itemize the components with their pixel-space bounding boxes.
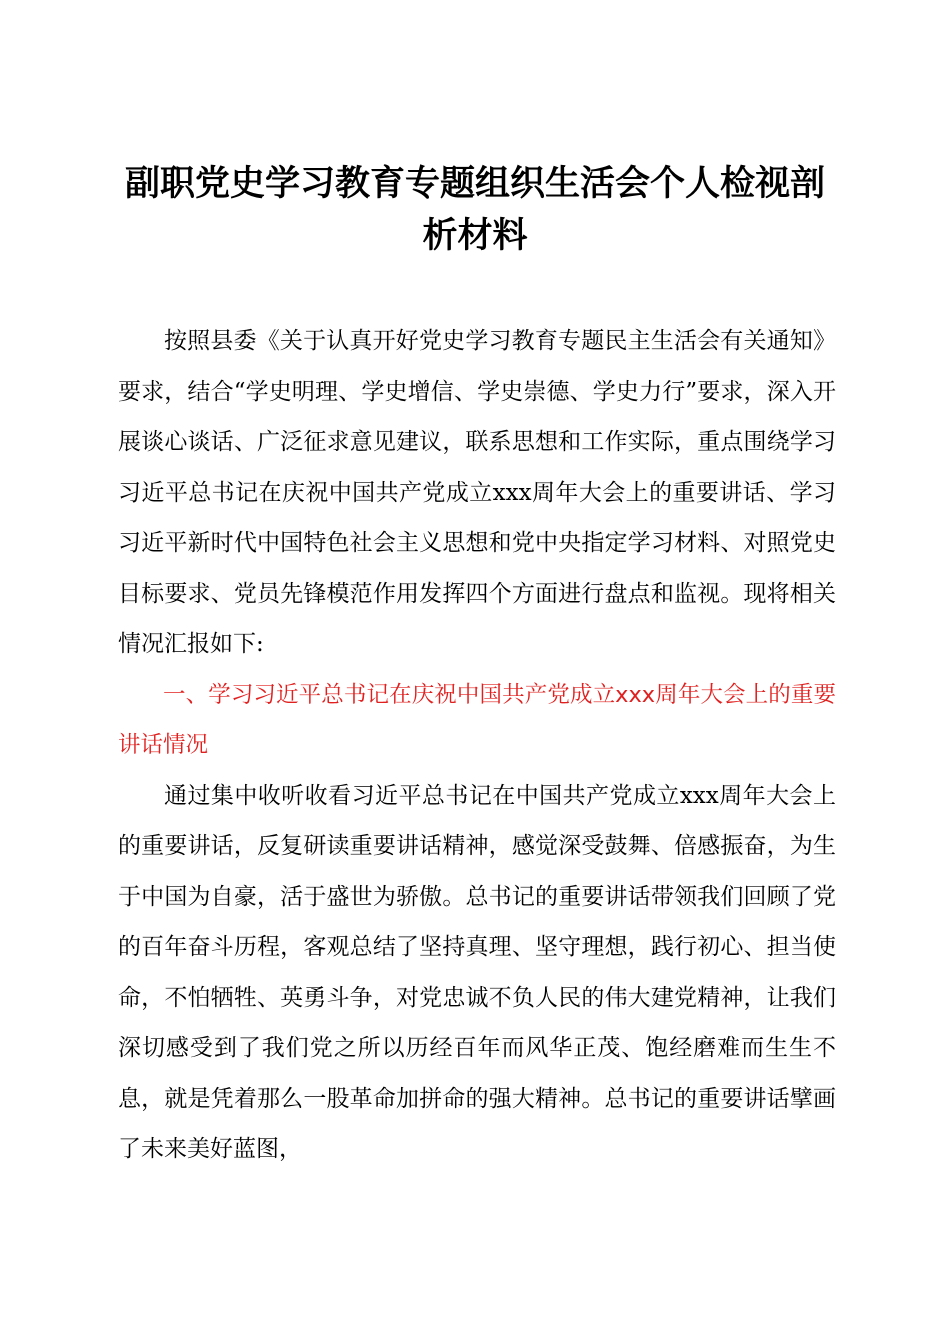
document-body: [118, 316, 836, 1175]
title-line-1: 副职党史学习教育专题组织生活会个人检视剖: [124, 163, 825, 204]
section-1-paragraph: 通过集中收听收看习近平总书记在中国共产党成立xxx周年大会上的重要讲话，反复研读重要讲话精神，感觉深受鼓舞、倍感振奋，为生于中国为自豪，活于盛世为骄傲。总书记的重要讲话带领我们回顾了党的百年奋斗历程，客观总结了坚持真理、坚守理想，践行初心、担当使命，不怕牺牲、英勇斗争，对党忠诚不负人民的伟大建党精神，让我们深切感受到了我们党之所以历经百年而风华正茂、饱经磨难而生生不息，就是凭着那么一股革命加拼命的强大精神。总书记的重要讲话擘画了未来美好蓝图，: [118, 782, 836, 1162]
document-title: [100, 158, 850, 262]
title-line-2: 析材料: [422, 215, 528, 256]
intro-paragraph: 按照县委《关于认真开好党史学习教育专题民主生活会有关通知》要求，结合“学史明理、学史增信、学史崇德、学史力行”要求，深入开展谈心谈话、广泛征求意见建议，联系思想和工作实际，重点围绕学习习近平总书记在庆祝中国共产党成立xxx周年大会上的重要讲话、学习习近平新时代中国特色社会主义思想和党中央指定学习材料、对照党史目标要求、党员先锋模范作用发挥四个方面进行盘点和监视。现将相关情况汇报如下:: [118, 328, 836, 657]
section-heading-1: 一、学习习近平总书记在庆祝中国共产党成立xxx周年大会上的重要讲话情况: [118, 681, 836, 758]
